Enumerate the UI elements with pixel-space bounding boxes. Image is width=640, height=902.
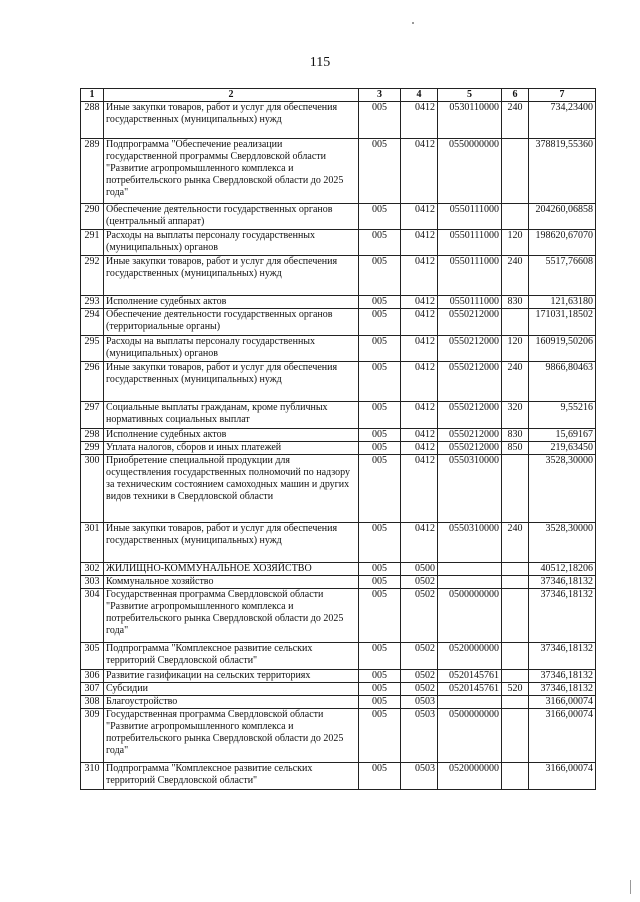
item-name-cell: ЖИЛИЩНО-КОММУНАЛЬНОЕ ХОЗЯЙСТВО	[104, 563, 359, 576]
amount-cell: 15,69167	[529, 429, 596, 442]
expense-type-cell: 240	[502, 102, 529, 139]
department-code-cell: 005	[359, 336, 401, 362]
department-code-cell: 005	[359, 230, 401, 256]
amount-cell: 219,63450	[529, 442, 596, 455]
expense-type-cell: 240	[502, 256, 529, 296]
amount-cell: 3166,00074	[529, 696, 596, 709]
column-header: 5	[438, 89, 502, 102]
expense-type-cell	[502, 589, 529, 643]
table-row	[81, 563, 596, 576]
target-code-cell: 0550111000	[438, 256, 502, 296]
department-code-cell: 005	[359, 102, 401, 139]
table-row	[81, 709, 596, 763]
row-number-cell: 297	[81, 402, 104, 429]
item-name-cell: Государственная программа Свердловской области "Развитие агропромышленного комплекса и потребительского рынка Свердловской области до 2025 года"	[104, 709, 359, 763]
amount-cell: 5517,76608	[529, 256, 596, 296]
department-code-cell: 005	[359, 670, 401, 683]
department-code-cell: 005	[359, 455, 401, 523]
item-name-cell: Развитие газификации на сельских территориях	[104, 670, 359, 683]
table-row	[81, 455, 596, 523]
item-name-cell: Обеспечение деятельности государственных органов (территориальные органы)	[104, 309, 359, 336]
department-code-cell: 005	[359, 643, 401, 670]
item-name-cell: Уплата налогов, сборов и иных платежей	[104, 442, 359, 455]
page-number: 115	[309, 55, 331, 70]
table-row	[81, 763, 596, 790]
amount-cell: 40512,18206	[529, 563, 596, 576]
section-code-cell: 0412	[401, 429, 438, 442]
expense-type-cell	[502, 139, 529, 204]
column-header: 7	[529, 89, 596, 102]
target-code-cell: 0550212000	[438, 402, 502, 429]
expense-type-cell: 120	[502, 336, 529, 362]
target-code-cell: 0550111000	[438, 230, 502, 256]
target-code-cell: 0550111000	[438, 204, 502, 230]
expense-type-cell	[502, 709, 529, 763]
amount-cell: 171031,18502	[529, 309, 596, 336]
section-code-cell: 0503	[401, 763, 438, 790]
row-number-cell: 309	[81, 709, 104, 763]
amount-cell: 160919,50206	[529, 336, 596, 362]
department-code-cell: 005	[359, 256, 401, 296]
section-code-cell: 0503	[401, 696, 438, 709]
expense-type-cell	[502, 643, 529, 670]
amount-cell: 204260,06858	[529, 204, 596, 230]
expense-type-cell	[502, 763, 529, 790]
item-name-cell: Субсидии	[104, 683, 359, 696]
table-row	[81, 683, 596, 696]
department-code-cell: 005	[359, 402, 401, 429]
department-code-cell: 005	[359, 362, 401, 402]
item-name-cell: Обеспечение деятельности государственных органов (центральный аппарат)	[104, 204, 359, 230]
expense-type-cell	[502, 696, 529, 709]
table-row	[81, 139, 596, 204]
department-code-cell: 005	[359, 139, 401, 204]
expense-type-cell	[502, 576, 529, 589]
table-row	[81, 523, 596, 563]
department-code-cell: 005	[359, 296, 401, 309]
row-number-cell: 307	[81, 683, 104, 696]
row-number-cell: 308	[81, 696, 104, 709]
row-number-cell: 293	[81, 296, 104, 309]
expense-type-cell	[502, 204, 529, 230]
row-number-cell: 304	[81, 589, 104, 643]
row-number-cell: 310	[81, 763, 104, 790]
section-code-cell: 0412	[401, 362, 438, 402]
section-code-cell: 0502	[401, 683, 438, 696]
item-name-cell: Подпрограмма "Комплексное развитие сельских территорий Свердловской области"	[104, 643, 359, 670]
row-number-cell: 301	[81, 523, 104, 563]
expense-type-cell: 240	[502, 523, 529, 563]
expense-type-cell: 520	[502, 683, 529, 696]
item-name-cell: Расходы на выплаты персоналу государственных (муниципальных) органов	[104, 230, 359, 256]
target-code-cell: 0550212000	[438, 362, 502, 402]
target-code-cell: 0550111000	[438, 296, 502, 309]
item-name-cell: Подпрограмма "Обеспечение реализации государственной программы Свердловской области "Развитие агропромышленного комплекса и потребительского рынка Свердловской области до 2025 года"	[104, 139, 359, 204]
target-code-cell: 0550000000	[438, 139, 502, 204]
item-name-cell: Приобретение специальной продукции для осуществления государственных полномочий по надзору за техническим состоянием самоходных машин и других видов техники в Свердловской области	[104, 455, 359, 523]
target-code-cell: 0550212000	[438, 336, 502, 362]
expense-type-cell: 120	[502, 230, 529, 256]
row-number-cell: 302	[81, 563, 104, 576]
amount-cell: 9866,80463	[529, 362, 596, 402]
amount-cell: 734,23400	[529, 102, 596, 139]
department-code-cell: 005	[359, 429, 401, 442]
target-code-cell: 0550310000	[438, 455, 502, 523]
section-code-cell: 0412	[401, 336, 438, 362]
column-header: 4	[401, 89, 438, 102]
section-code-cell: 0412	[401, 256, 438, 296]
section-code-cell: 0412	[401, 230, 438, 256]
item-name-cell: Иные закупки товаров, работ и услуг для обеспечения государственных (муниципальных) нужд	[104, 362, 359, 402]
table-row	[81, 402, 596, 429]
section-code-cell: 0500	[401, 563, 438, 576]
department-code-cell: 005	[359, 683, 401, 696]
target-code-cell: 0550310000	[438, 523, 502, 563]
row-number-cell: 300	[81, 455, 104, 523]
item-name-cell: Иные закупки товаров, работ и услуг для обеспечения государственных (муниципальных) нужд	[104, 523, 359, 563]
amount-cell: 3166,00074	[529, 763, 596, 790]
amount-cell: 37346,18132	[529, 670, 596, 683]
row-number-cell: 288	[81, 102, 104, 139]
table-row	[81, 442, 596, 455]
amount-cell: 9,55216	[529, 402, 596, 429]
section-code-cell: 0412	[401, 402, 438, 429]
amount-cell: 37346,18132	[529, 589, 596, 643]
table-row	[81, 204, 596, 230]
table-row	[81, 296, 596, 309]
row-number-cell: 295	[81, 336, 104, 362]
scan-speck	[412, 22, 414, 24]
row-number-cell: 306	[81, 670, 104, 683]
target-code-cell	[438, 576, 502, 589]
row-number-cell: 290	[81, 204, 104, 230]
department-code-cell: 005	[359, 563, 401, 576]
amount-cell: 378819,55360	[529, 139, 596, 204]
target-code-cell	[438, 563, 502, 576]
department-code-cell: 005	[359, 523, 401, 563]
department-code-cell: 005	[359, 204, 401, 230]
section-code-cell: 0502	[401, 589, 438, 643]
item-name-cell: Расходы на выплаты персоналу государственных (муниципальных) органов	[104, 336, 359, 362]
row-number-cell: 296	[81, 362, 104, 402]
row-number-cell: 298	[81, 429, 104, 442]
table-row	[81, 696, 596, 709]
section-code-cell: 0412	[401, 102, 438, 139]
section-code-cell: 0412	[401, 139, 438, 204]
row-number-cell: 303	[81, 576, 104, 589]
table-row	[81, 336, 596, 362]
table-row	[81, 230, 596, 256]
row-number-cell: 299	[81, 442, 104, 455]
department-code-cell: 005	[359, 709, 401, 763]
item-name-cell: Исполнение судебных актов	[104, 296, 359, 309]
table-row	[81, 670, 596, 683]
target-code-cell	[438, 696, 502, 709]
department-code-cell: 005	[359, 763, 401, 790]
item-name-cell: Благоустройство	[104, 696, 359, 709]
expense-type-cell: 830	[502, 296, 529, 309]
table-row	[81, 589, 596, 643]
section-code-cell: 0412	[401, 442, 438, 455]
item-name-cell: Подпрограмма "Комплексное развитие сельских территорий Свердловской области"	[104, 763, 359, 790]
row-number-cell: 291	[81, 230, 104, 256]
expense-type-cell	[502, 563, 529, 576]
section-code-cell: 0502	[401, 576, 438, 589]
table-row	[81, 256, 596, 296]
section-code-cell: 0412	[401, 523, 438, 563]
section-code-cell: 0503	[401, 709, 438, 763]
expense-type-cell	[502, 309, 529, 336]
row-number-cell: 305	[81, 643, 104, 670]
section-code-cell: 0412	[401, 296, 438, 309]
table-row	[81, 102, 596, 139]
target-code-cell: 0520000000	[438, 763, 502, 790]
department-code-cell: 005	[359, 309, 401, 336]
row-number-cell: 292	[81, 256, 104, 296]
budget-table	[80, 88, 596, 790]
table-row	[81, 576, 596, 589]
expense-type-cell: 320	[502, 402, 529, 429]
target-code-cell: 0500000000	[438, 709, 502, 763]
amount-cell: 3528,30000	[529, 523, 596, 563]
section-code-cell: 0412	[401, 455, 438, 523]
table-row	[81, 362, 596, 402]
section-code-cell: 0412	[401, 204, 438, 230]
section-code-cell: 0502	[401, 643, 438, 670]
row-number-cell: 294	[81, 309, 104, 336]
column-header: 6	[502, 89, 529, 102]
table-header-row	[81, 89, 596, 102]
amount-cell: 198620,67070	[529, 230, 596, 256]
expense-type-cell: 850	[502, 442, 529, 455]
table-row	[81, 309, 596, 336]
column-header: 3	[359, 89, 401, 102]
department-code-cell: 005	[359, 589, 401, 643]
item-name-cell: Исполнение судебных актов	[104, 429, 359, 442]
target-code-cell: 0500000000	[438, 589, 502, 643]
target-code-cell: 0520145761	[438, 683, 502, 696]
amount-cell: 121,63180	[529, 296, 596, 309]
column-header: 1	[81, 89, 104, 102]
target-code-cell: 0520145761	[438, 670, 502, 683]
target-code-cell: 0530110000	[438, 102, 502, 139]
table-row	[81, 429, 596, 442]
item-name-cell: Государственная программа Свердловской области "Развитие агропромышленного комплекса и потребительского рынка Свердловской области до 2025 года"	[104, 589, 359, 643]
amount-cell: 3166,00074	[529, 709, 596, 763]
row-number-cell: 289	[81, 139, 104, 204]
department-code-cell: 005	[359, 442, 401, 455]
item-name-cell: Иные закупки товаров, работ и услуг для обеспечения государственных (муниципальных) нужд	[104, 102, 359, 139]
scan-speck	[630, 880, 631, 894]
expense-type-cell: 240	[502, 362, 529, 402]
expense-type-cell: 830	[502, 429, 529, 442]
section-code-cell: 0502	[401, 670, 438, 683]
amount-cell: 3528,30000	[529, 455, 596, 523]
department-code-cell: 005	[359, 576, 401, 589]
amount-cell: 37346,18132	[529, 576, 596, 589]
table-row	[81, 643, 596, 670]
item-name-cell: Социальные выплаты гражданам, кроме публичных нормативных социальных выплат	[104, 402, 359, 429]
target-code-cell: 0550212000	[438, 442, 502, 455]
item-name-cell: Коммунальное хозяйство	[104, 576, 359, 589]
target-code-cell: 0550212000	[438, 429, 502, 442]
expense-type-cell	[502, 670, 529, 683]
column-header: 2	[104, 89, 359, 102]
amount-cell: 37346,18132	[529, 683, 596, 696]
target-code-cell: 0550212000	[438, 309, 502, 336]
expense-type-cell	[502, 455, 529, 523]
section-code-cell: 0412	[401, 309, 438, 336]
amount-cell: 37346,18132	[529, 643, 596, 670]
department-code-cell: 005	[359, 696, 401, 709]
target-code-cell: 0520000000	[438, 643, 502, 670]
item-name-cell: Иные закупки товаров, работ и услуг для обеспечения государственных (муниципальных) нужд	[104, 256, 359, 296]
